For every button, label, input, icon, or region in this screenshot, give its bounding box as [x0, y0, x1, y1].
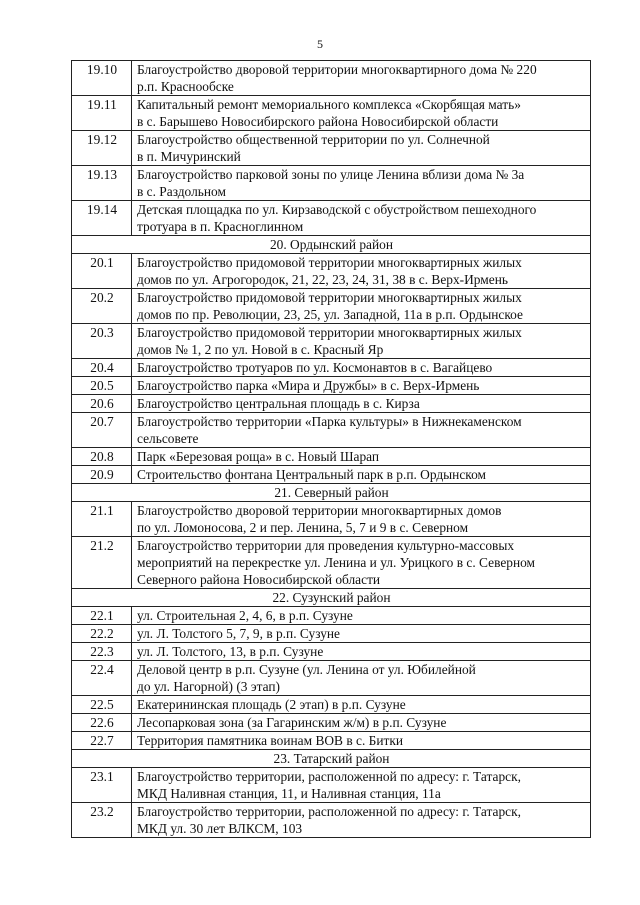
item-number: 20.5 — [72, 377, 132, 395]
item-description — [132, 395, 591, 413]
table-row — [72, 714, 591, 732]
item-number: 20.2 — [72, 289, 132, 324]
description-line: Территория памятника воинам ВОВ в с. Битки — [137, 733, 404, 748]
description-line: до ул. Нагорной) (3 этап) — [137, 679, 280, 694]
description-line: Строительство фонтана Центральный парк в р.п. Ордынском — [137, 467, 487, 482]
item-number: 22.2 — [72, 625, 132, 643]
item-number: 23.1 — [72, 768, 132, 803]
description-line: Благоустройство центральная площадь в с. Кирза — [137, 396, 420, 411]
description-line: в с. Барышево Новосибирского района Новосибирской области — [137, 114, 499, 129]
item-description — [132, 448, 591, 466]
item-number: 20.8 — [72, 448, 132, 466]
item-description — [132, 201, 591, 236]
item-description — [132, 96, 591, 131]
table-row — [72, 289, 591, 324]
table-row — [72, 625, 591, 643]
description-line: Благоустройство дворовой территории многоквартирных домов — [137, 503, 502, 518]
table-row — [72, 803, 591, 838]
table-row — [72, 324, 591, 359]
description-line: Екатерининская площадь (2 этап) в р.п. Сузуне — [137, 697, 406, 712]
item-number: 19.10 — [72, 61, 132, 96]
item-description — [132, 537, 591, 589]
item-number: 22.6 — [72, 714, 132, 732]
description-line: в п. Мичуринский — [137, 149, 241, 164]
section-header-row — [72, 750, 591, 768]
description-line: Деловой центр в р.п. Сузуне (ул. Ленина от ул. Юбилейной — [137, 662, 476, 677]
item-number: 20.6 — [72, 395, 132, 413]
table-row — [72, 732, 591, 750]
item-number: 22.3 — [72, 643, 132, 661]
item-description — [132, 643, 591, 661]
description-line: мероприятий на перекрестке ул. Ленина и ул. Урицкого в с. Северном — [137, 555, 536, 570]
description-line: МКД ул. 30 лет ВЛКСМ, 103 — [137, 821, 303, 836]
description-line: домов по ул. Агрогородок, 21, 22, 23, 24, 31, 38 в с. Верх-Ирмень — [137, 272, 508, 287]
table-row — [72, 696, 591, 714]
table-row — [72, 502, 591, 537]
item-number: 22.5 — [72, 696, 132, 714]
description-line: р.п. Краснообске — [137, 79, 234, 94]
description-line: Капитальный ремонт мемориального комплекса «Скорбящая мать» — [137, 97, 521, 112]
item-number: 19.14 — [72, 201, 132, 236]
item-description — [132, 289, 591, 324]
description-line: Благоустройство придомовой территории многоквартирных жилых — [137, 255, 522, 270]
table-row — [72, 131, 591, 166]
section-header-row — [72, 484, 591, 502]
item-description — [132, 254, 591, 289]
item-number: 22.7 — [72, 732, 132, 750]
description-line: тротуара в п. Красноглинном — [137, 219, 304, 234]
section-header-row — [72, 236, 591, 254]
table-row — [72, 768, 591, 803]
description-line: Благоустройство территории, расположенной по адресу: г. Татарск, — [137, 769, 521, 784]
item-number: 22.4 — [72, 661, 132, 696]
description-line: Благоустройство парковой зоны по улице Ленина вблизи дома № 3а — [137, 167, 525, 182]
item-number: 19.11 — [72, 96, 132, 131]
description-line: по ул. Ломоносова, 2 и пер. Ленина, 5, 7 и 9 в с. Северном — [137, 520, 469, 535]
description-line: МКД Наливная станция, 11, и Наливная станция, 11а — [137, 786, 441, 801]
table-row — [72, 254, 591, 289]
table-row — [72, 643, 591, 661]
item-description — [132, 696, 591, 714]
section-title: 23. Татарский район — [72, 750, 591, 768]
description-line: Благоустройство дворовой территории многоквартирного дома № 220 — [137, 62, 537, 77]
description-line: ул. Строительная 2, 4, 6, в р.п. Сузуне — [137, 608, 353, 623]
description-line: Благоустройство территории «Парка культуры» в Нижнекаменском — [137, 414, 522, 429]
description-line: Благоустройство парка «Мира и Дружбы» в с. Верх-Ирмень — [137, 378, 480, 393]
table-row — [72, 537, 591, 589]
item-description — [132, 61, 591, 96]
item-number: 23.2 — [72, 803, 132, 838]
description-line: Благоустройство придомовой территории многоквартирных жилых — [137, 290, 522, 305]
description-line: Благоустройство общественной территории по ул. Солнечной — [137, 132, 490, 147]
item-number: 20.4 — [72, 359, 132, 377]
table-row — [72, 96, 591, 131]
section-header-row — [72, 589, 591, 607]
item-description — [132, 607, 591, 625]
description-line: домов по пр. Революции, 23, 25, ул. Западной, 11а в р.п. Ордынское — [137, 307, 523, 322]
item-number: 20.1 — [72, 254, 132, 289]
item-description — [132, 359, 591, 377]
item-description — [132, 768, 591, 803]
table-row — [72, 377, 591, 395]
description-line: Благоустройство тротуаров по ул. Космонавтов в с. Вагайцево — [137, 360, 493, 375]
description-line: Благоустройство придомовой территории многоквартирных жилых — [137, 325, 522, 340]
item-number: 20.9 — [72, 466, 132, 484]
table-body — [72, 61, 591, 838]
page-number: 5 — [317, 37, 323, 51]
item-number: 21.2 — [72, 537, 132, 589]
item-number: 22.1 — [72, 607, 132, 625]
table-row — [72, 395, 591, 413]
description-line: Северного района Новосибирской области — [137, 572, 381, 587]
table-row — [72, 607, 591, 625]
item-description — [132, 661, 591, 696]
table-row — [72, 661, 591, 696]
item-description — [132, 625, 591, 643]
item-number: 20.3 — [72, 324, 132, 359]
table-row — [72, 166, 591, 201]
section-title: 20. Ордынский район — [72, 236, 591, 254]
description-line: Парк «Березовая роща» в с. Новый Шарап — [137, 449, 380, 464]
item-description — [132, 131, 591, 166]
item-description — [132, 166, 591, 201]
item-description — [132, 377, 591, 395]
item-description — [132, 732, 591, 750]
description-line: ул. Л. Толстого 5, 7, 9, в р.п. Сузуне — [137, 626, 341, 641]
table-row — [72, 448, 591, 466]
item-description — [132, 714, 591, 732]
item-description — [132, 413, 591, 448]
table-row — [72, 413, 591, 448]
item-number: 21.1 — [72, 502, 132, 537]
description-line: Благоустройство территории, расположенной по адресу: г. Татарск, — [137, 804, 521, 819]
table-row — [72, 61, 591, 96]
item-description — [132, 502, 591, 537]
table-row — [72, 359, 591, 377]
item-description — [132, 803, 591, 838]
item-number: 19.13 — [72, 166, 132, 201]
description-line: Благоустройство территории для проведения культурно-массовых — [137, 538, 515, 553]
section-title: 22. Сузунский район — [72, 589, 591, 607]
description-line: ул. Л. Толстого, 13, в р.п. Сузуне — [137, 644, 324, 659]
item-number: 20.7 — [72, 413, 132, 448]
table-row — [72, 201, 591, 236]
item-description — [132, 466, 591, 484]
description-line: в с. Раздольном — [137, 184, 226, 199]
item-description — [132, 324, 591, 359]
item-number: 19.12 — [72, 131, 132, 166]
table-row — [72, 466, 591, 484]
description-line: Детская площадка по ул. Кирзаводской с обустройством пешеходного — [137, 202, 537, 217]
description-line: Лесопарковая зона (за Гагаринским ж/м) в р.п. Сузуне — [137, 715, 447, 730]
document-table — [71, 60, 591, 838]
description-line: домов № 1, 2 по ул. Новой в с. Красный Яр — [137, 342, 384, 357]
section-title: 21. Северный район — [72, 484, 591, 502]
description-line: сельсовете — [137, 431, 199, 446]
